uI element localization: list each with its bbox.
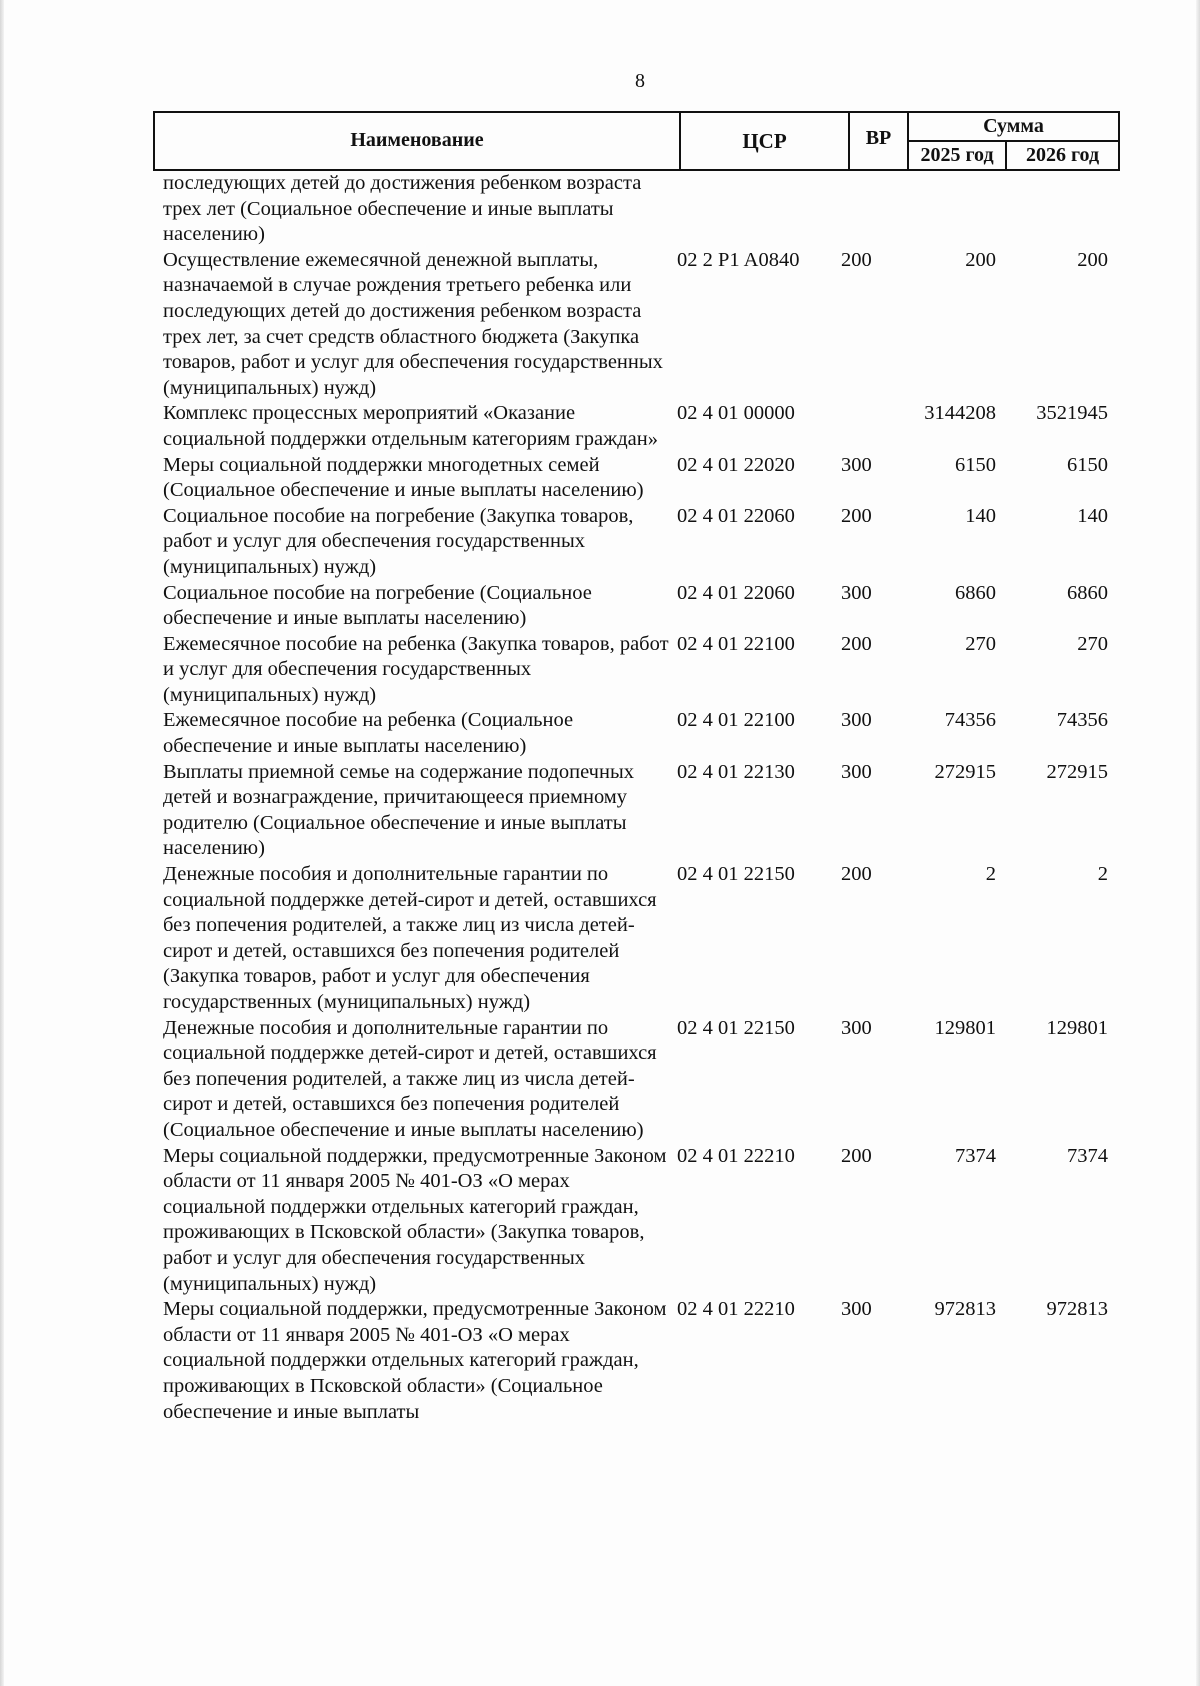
row-csr: 02 4 01 22210 [677, 1298, 795, 1321]
row-vr: 300 [841, 1016, 872, 1039]
table-body [163, 171, 1120, 1425]
row-name: Осуществление ежемесячной денежной выплаты, назначаемой в случае рождения третьего ребенка или последующих детей до достижения ребенком возраста трех лет, за счет средств областного бюджета (Закупка товаров, работ и услуг для обеспечения государственных (муниципальных) нужд) [163, 248, 663, 399]
row-sum-2025: 972813 [934, 1298, 996, 1321]
scan-edge-left [0, 0, 4, 1686]
header-sum: Сумма [983, 115, 1044, 137]
row-sum-2026: 7374 [1067, 1144, 1108, 1167]
table-row [163, 171, 1120, 248]
row-vr: 200 [841, 248, 872, 271]
table-row [163, 708, 1120, 759]
table-row [163, 862, 1120, 1016]
row-csr: 02 4 01 22100 [677, 632, 795, 655]
row-sum-2025 [901, 171, 996, 248]
page-number: 8 [635, 70, 645, 92]
table-row [163, 453, 1120, 504]
row-vr: 300 [841, 453, 872, 476]
header-vr: ВР [865, 127, 892, 149]
row-sum-2026: 270 [1077, 632, 1108, 655]
row-vr [839, 401, 901, 452]
row-vr [839, 171, 901, 248]
table-header [153, 111, 1120, 171]
table-row [163, 504, 1120, 581]
row-name: Денежные пособия и дополнительные гарантии по социальной поддержке детей-сирот и детей, оставшихся без попечения родителей, а также лиц из числа детей-сирот и детей, оставшихся без попечения родителей (Закупка товаров, работ и услуг для обеспечения государственных (муниципальных) нужд) [163, 863, 657, 1013]
header-sum-rule [907, 140, 1118, 142]
row-csr: 02 4 01 22060 [677, 504, 795, 527]
row-vr: 200 [841, 504, 872, 527]
row-csr [677, 171, 839, 248]
row-sum-2026: 129801 [1046, 1016, 1108, 1039]
row-sum-2025: 129801 [934, 1016, 996, 1039]
row-name: Ежемесячное пособие на ребенка (Закупка товаров, работ и услуг для обеспечения государственных (муниципальных) нужд) [163, 632, 669, 706]
row-name: Социальное пособие на погребение (Социальное обеспечение и иные выплаты населению) [163, 581, 592, 630]
row-sum-2025: 7374 [955, 1144, 996, 1167]
row-csr: 02 4 01 22100 [677, 709, 795, 732]
row-sum-2026: 6860 [1067, 581, 1108, 604]
row-sum-2025: 74356 [944, 709, 996, 732]
row-sum-2025: 6150 [955, 453, 996, 476]
table-row [163, 248, 1120, 402]
table-row [163, 632, 1120, 709]
header-name: Наименование [350, 129, 484, 151]
row-csr: 02 4 01 22150 [677, 1016, 795, 1039]
row-vr: 300 [841, 581, 872, 604]
row-sum-2026: 6150 [1067, 453, 1108, 476]
row-name: Меры социальной поддержки многодетных семей (Социальное обеспечение и иные выплаты населению) [163, 453, 644, 502]
row-sum-2025: 272915 [934, 760, 996, 783]
row-vr: 200 [841, 863, 872, 886]
row-sum-2026: 140 [1077, 504, 1108, 527]
table-row [163, 1016, 1120, 1144]
row-sum-2025: 6860 [955, 581, 996, 604]
row-name: Меры социальной поддержки, предусмотренные Законом области от 11 января 2005 № 401-ОЗ «О мерах социальной поддержки отдельных категорий граждан, проживающих в Псковской области» (Закупка товаров, работ и услуг для обеспечения государственных (муниципальных) нужд) [163, 1144, 667, 1295]
row-csr: 02 2 P1 A0840 [677, 248, 800, 271]
table-row [163, 401, 1120, 452]
row-sum-2026: 74356 [1056, 709, 1108, 732]
row-vr: 300 [841, 709, 872, 732]
row-name: Социальное пособие на погребение (Закупка товаров, работ и услуг для обеспечения государственных (муниципальных) нужд) [163, 504, 634, 578]
table-row [163, 760, 1120, 862]
row-vr: 300 [841, 1298, 872, 1321]
row-sum-2026: 200 [1077, 248, 1108, 271]
row-sum-2026: 2 [1097, 863, 1108, 886]
row-name: последующих детей до достижения ребенком возраста трех лет (Социальное обеспечение и иные выплаты населению) [163, 172, 642, 246]
row-vr: 200 [841, 632, 872, 655]
row-csr: 02 4 01 22130 [677, 760, 795, 783]
row-name: Выплаты приемной семье на содержание подопечных детей и вознаграждение, причитающееся приемному родителю (Социальное обеспечение и иные выплаты населению) [163, 760, 634, 860]
row-sum-2025: 3144208 [924, 402, 996, 425]
row-name: Комплекс процессных мероприятий «Оказание социальной поддержки отдельным категориям граждан» [163, 402, 658, 450]
scan-edge-right [1196, 0, 1200, 1686]
table-row [163, 1144, 1120, 1298]
row-name: Ежемесячное пособие на ребенка (Социальное обеспечение и иные выплаты населению) [163, 709, 574, 758]
row-name: Денежные пособия и дополнительные гарантии по социальной поддержке детей-сирот и детей, оставшихся без попечения родителей, а также лиц из числа детей-сирот и детей, оставшихся без попечения родителей (Социальное обеспечение и иные выплаты населению) [163, 1016, 657, 1141]
row-sum-2026: 972813 [1046, 1298, 1108, 1321]
row-sum-2025: 270 [965, 632, 996, 655]
row-csr: 02 4 01 22060 [677, 581, 795, 604]
row-name: Меры социальной поддержки, предусмотренные Законом области от 11 января 2005 № 401-ОЗ «О мерах социальной поддержки отдельных категорий граждан, проживающих в Псковской области» (Социальное обеспечение и иные выплаты [163, 1298, 667, 1423]
row-sum-2025: 200 [965, 248, 996, 271]
table-row [163, 1297, 1120, 1425]
row-sum-2026: 3521945 [1036, 402, 1108, 425]
row-sum-2026: 272915 [1046, 760, 1108, 783]
row-csr: 02 4 01 00000 [677, 402, 795, 425]
row-csr: 02 4 01 22150 [677, 863, 795, 886]
header-csr: ЦСР [742, 129, 787, 153]
header-year-2026: 2026 год [1025, 144, 1100, 166]
row-sum-2026 [996, 171, 1108, 248]
row-csr: 02 4 01 22210 [677, 1144, 795, 1167]
row-csr: 02 4 01 22020 [677, 453, 795, 476]
row-vr: 200 [841, 1144, 872, 1167]
table-row [163, 581, 1120, 632]
row-vr: 300 [841, 760, 872, 783]
row-sum-2025: 2 [985, 863, 996, 886]
header-year-2025: 2025 год [920, 144, 994, 166]
row-sum-2025: 140 [965, 504, 996, 527]
